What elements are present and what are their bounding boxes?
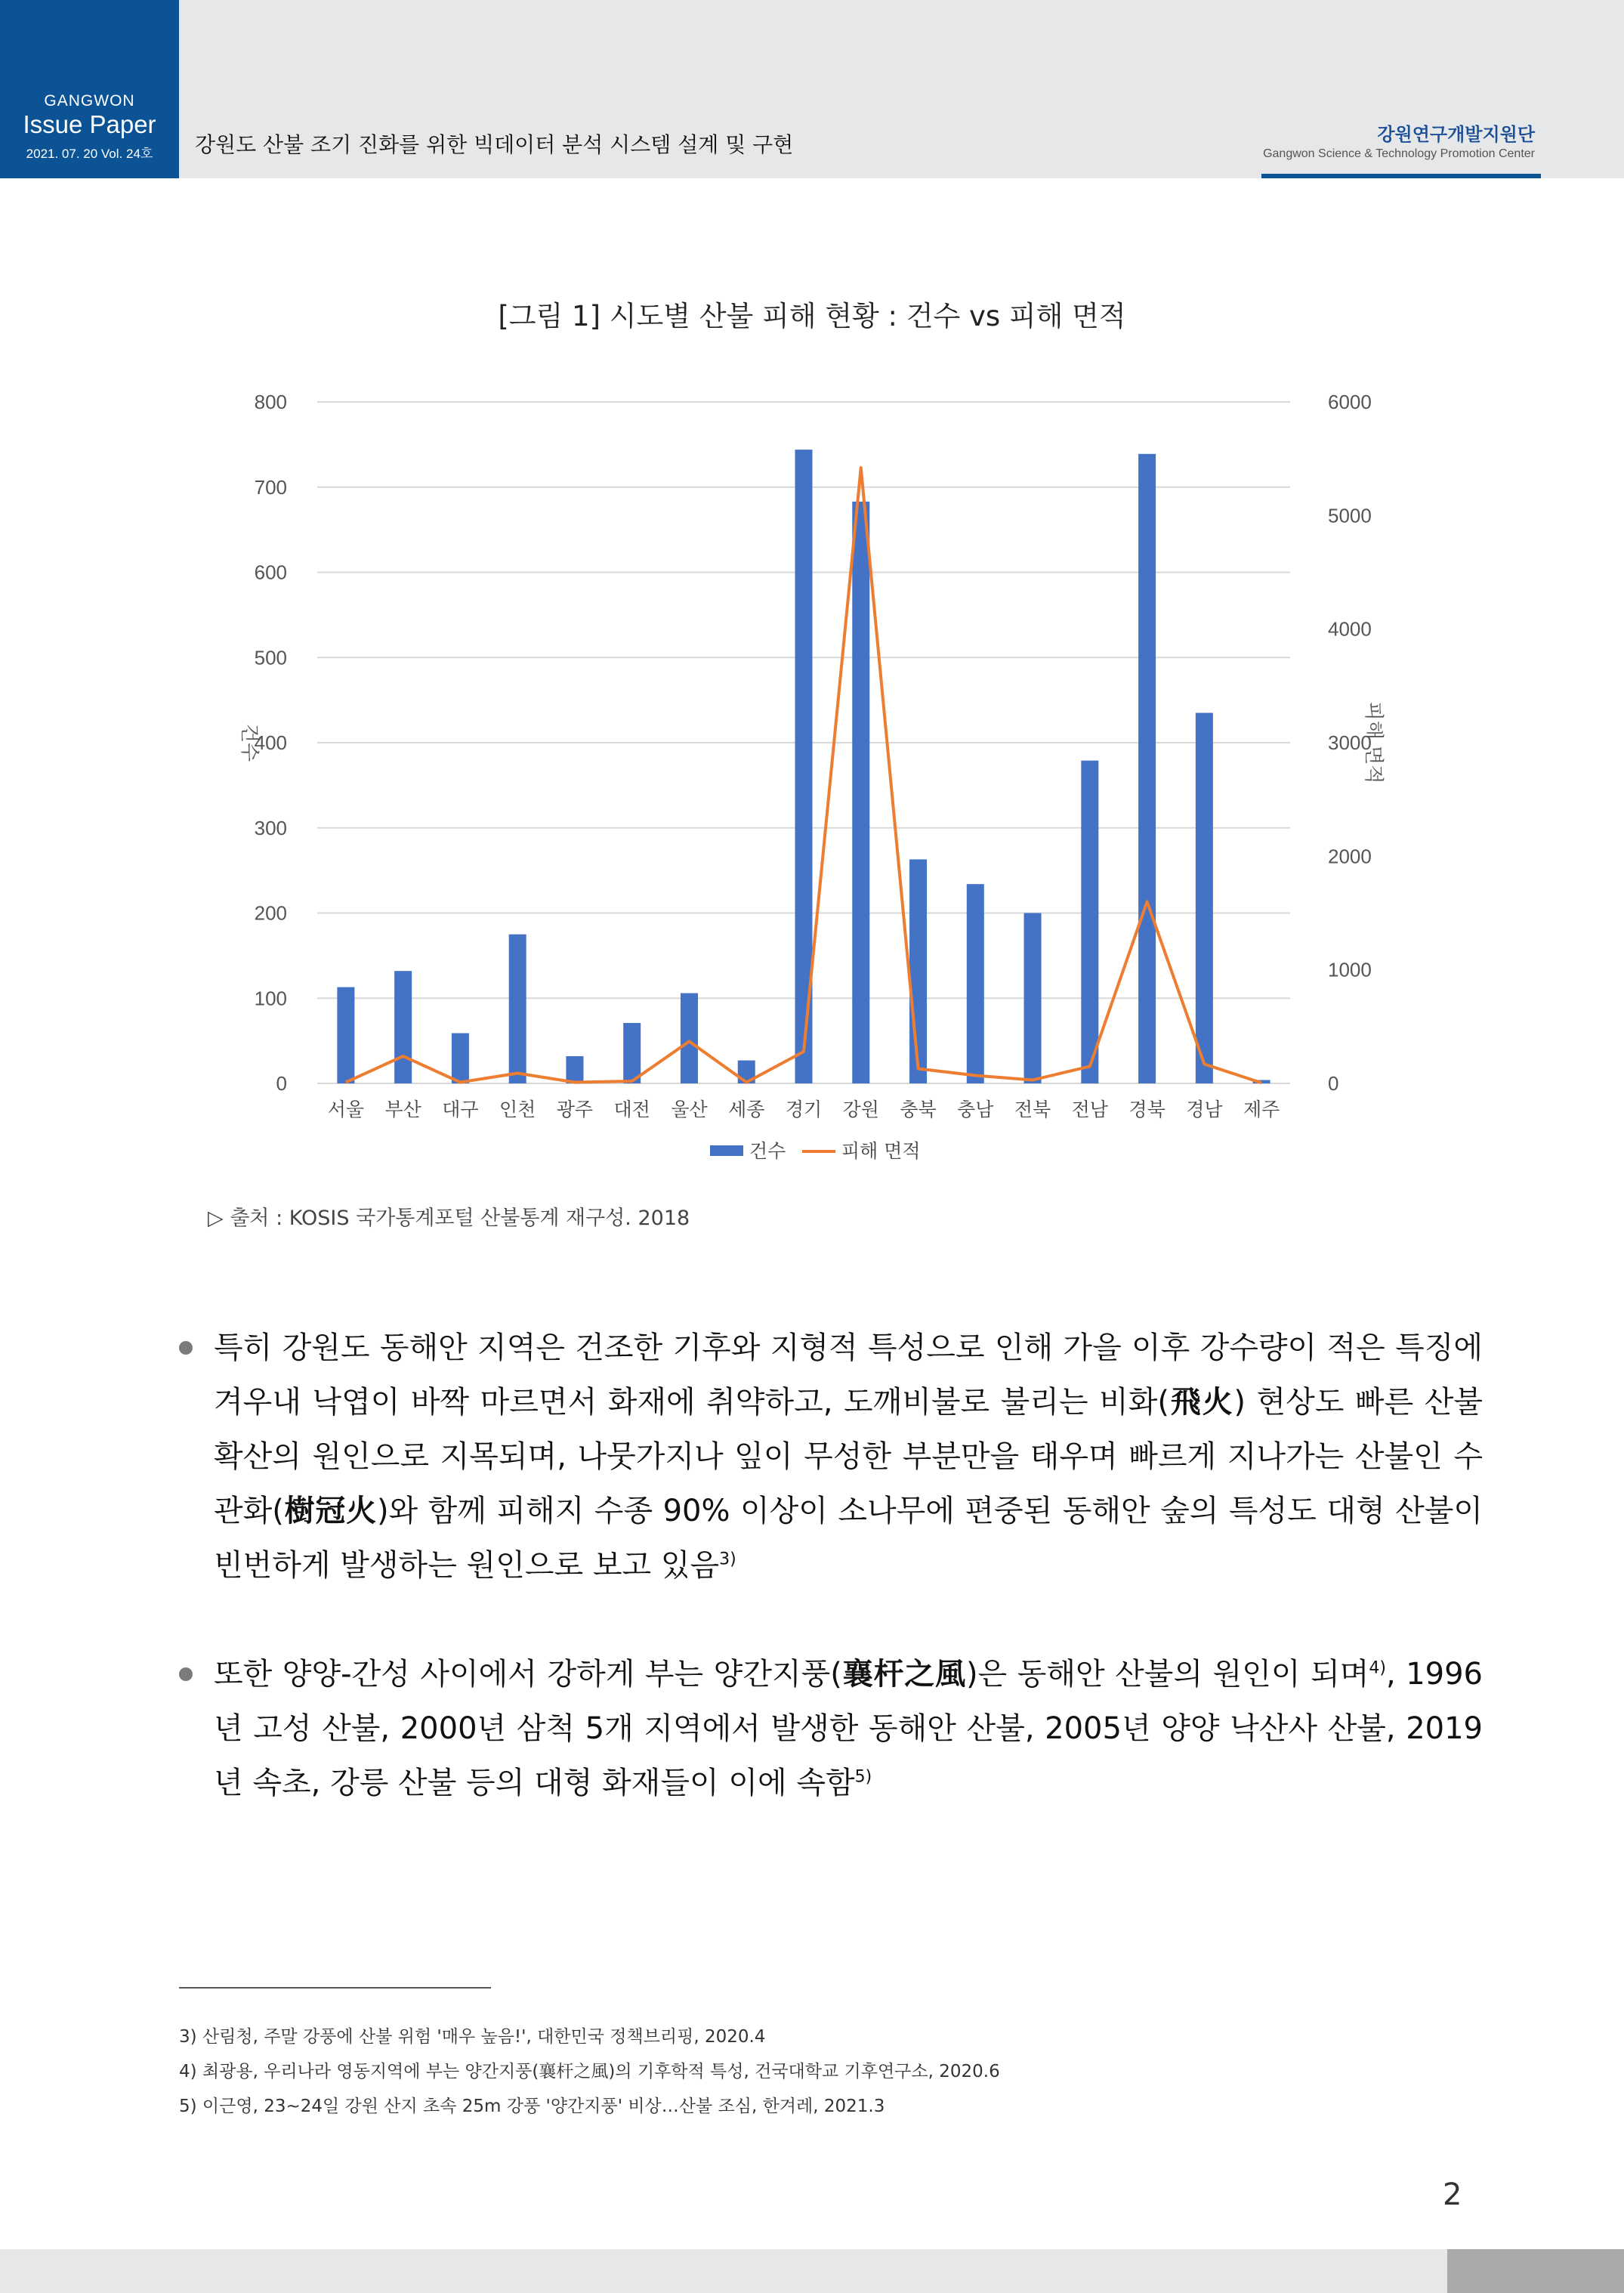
footer-bar (0, 2249, 1624, 2293)
x-tick-label: 전남 (1071, 1099, 1108, 1120)
y-tick-label: 0 (276, 1072, 287, 1095)
bar-충남 (967, 884, 984, 1083)
y-tick-label: 200 (254, 901, 287, 925)
bar-충북 (909, 859, 927, 1083)
legend-label-area: 피해 면적 (841, 1140, 921, 1162)
bullet-text-2: 또한 양양-간성 사이에서 강하게 부는 양간지풍(襄杆之風)은 동해안 산불의 원인이 되며$^{4)}$, 1996년 고성 산불, 2000년 삼척 5개 지역에서 발생한 동해안 산불, 2005년 양양 낙산사 산불, 2019년 속초, 강릉 산불 등의 대형 화재들이 이에 속함$^{5)}$ (214, 1657, 1483, 1800)
bar-대구 (452, 1033, 469, 1083)
bar-광주 (566, 1056, 583, 1083)
y2-tick-label: 0 (1328, 1072, 1339, 1095)
y2-tick-label: 6000 (1328, 391, 1372, 413)
x-tick-label: 대전 (613, 1099, 650, 1120)
badge-title: Issue Paper (23, 110, 156, 138)
legend-bar-swatch (710, 1145, 743, 1156)
bar-강원 (852, 502, 869, 1083)
y2-tick-label: 5000 (1328, 504, 1372, 527)
bar-대전 (623, 1023, 641, 1083)
footnote-5: 5) 이근영, 23~24일 강원 산지 초속 25m 강풍 '양간지풍' 비상…산불 조심, 한겨레, 2021.3 (179, 2097, 885, 2116)
y-axis-title: 건수 (238, 723, 261, 762)
bullet-text-1: 특히 강원도 동해안 지역은 건조한 기후와 지형적 특성으로 인해 가을 이후 강수량이 적은 특징에 겨우내 낙엽이 바짝 마르면서 화재에 취약하고, 도깨비불로 불리는 비화(飛火) 현상도 빠른 산불 확산의 원인으로 지목되며, 나뭇가지나 잎이 무성한 부분만을 태우며 빠르게 지나가는 산불인 수관화(樹冠火)와 함께 피해지 수종 90% 이상이 소나무에 편중된 동해안 숲의 특성도 대형 산불이 빈번하게 발생하는 원인으로 보고 있음$^{3)}$ (214, 1330, 1483, 1583)
page-header (0, 0, 1624, 178)
x-tick-label: 서울 (327, 1099, 365, 1120)
bullet-dot-icon (179, 1667, 193, 1681)
x-tick-label: 광주 (556, 1099, 594, 1120)
x-tick-label: 강원 (842, 1099, 879, 1120)
x-tick-label: 전북 (1014, 1099, 1051, 1120)
bullet-dot-icon (179, 1341, 193, 1355)
y-tick-label: 100 (254, 987, 287, 1010)
footnote-3: 3) 산림청, 주말 강풍에 산불 위험 '매우 높음!', 대한민국 정책브리핑, 2020.4 (179, 2027, 766, 2047)
y-tick-label: 600 (254, 561, 287, 584)
legend-label-count: 건수 (749, 1140, 786, 1162)
page-number: 2 (1443, 2177, 1462, 2212)
bar-서울 (337, 987, 354, 1083)
footnote-ref: 3) (719, 1550, 736, 1569)
bar-전남 (1081, 761, 1098, 1083)
bar-경남 (1196, 713, 1213, 1083)
issue-paper-badge (0, 0, 179, 178)
wildfire-combo-chart (211, 370, 1390, 1171)
x-tick-label: 충북 (900, 1099, 937, 1120)
footer-accent (1447, 2249, 1624, 2293)
bar-부산 (394, 971, 412, 1083)
x-tick-label: 인천 (499, 1099, 536, 1120)
bar-전북 (1024, 913, 1042, 1084)
y2-tick-label: 1000 (1328, 958, 1372, 981)
bar-인천 (509, 935, 526, 1083)
x-tick-label: 경기 (785, 1099, 823, 1120)
footnote-ref: 4) (1369, 1658, 1386, 1678)
org-name-en: Gangwon Science & Technology Promotion Center (1263, 147, 1535, 160)
running-title: 강원도 산불 조기 진화를 위한 빅데이터 분석 시스템 설계 및 구현 (195, 132, 794, 157)
y2-tick-label: 3000 (1328, 731, 1372, 754)
y-tick-label: 700 (254, 475, 287, 499)
footnote-ref: 5) (854, 1767, 872, 1787)
header-accent-line (1261, 174, 1541, 178)
y2-tick-label: 2000 (1328, 845, 1372, 868)
y-tick-label: 500 (254, 646, 287, 669)
footnote-divider (179, 1987, 491, 1989)
x-tick-label: 경북 (1128, 1099, 1166, 1120)
bar-울산 (681, 993, 698, 1083)
badge-brand: GANGWON (44, 92, 135, 110)
badge-issue-date: 2021. 07. 20 Vol. 24호 (26, 147, 153, 161)
y2-tick-label: 4000 (1328, 617, 1372, 641)
x-tick-label: 경남 (1186, 1099, 1223, 1120)
y2-axis-title: 피해 면적 (1362, 701, 1385, 784)
x-tick-label: 세종 (728, 1099, 765, 1120)
figure-title: [그림 1] 시도별 산불 피해 현황 : 건수 vs 피해 면적 (498, 300, 1126, 332)
y-tick-label: 800 (254, 391, 287, 413)
y-tick-label: 300 (254, 816, 287, 839)
x-tick-label: 부산 (384, 1099, 421, 1120)
x-tick-label: 울산 (671, 1099, 708, 1120)
x-tick-label: 충남 (957, 1099, 994, 1120)
x-tick-label: 대구 (442, 1099, 479, 1120)
bar-경북 (1138, 454, 1156, 1083)
x-tick-label: 제주 (1243, 1099, 1280, 1120)
figure-source: ▷ 출처 : KOSIS 국가통계포털 산불통계 재구성. 2018 (208, 1207, 690, 1230)
footnote-4: 4) 최광용, 우리나라 영동지역에 부는 양간지풍(襄杆之風)의 기후학적 특성, 건국대학교 기후연구소, 2020.6 (179, 2062, 1000, 2081)
y-tick-label: 400 (254, 731, 287, 754)
org-name-ko: 강원연구개발지원단 (1377, 124, 1535, 145)
